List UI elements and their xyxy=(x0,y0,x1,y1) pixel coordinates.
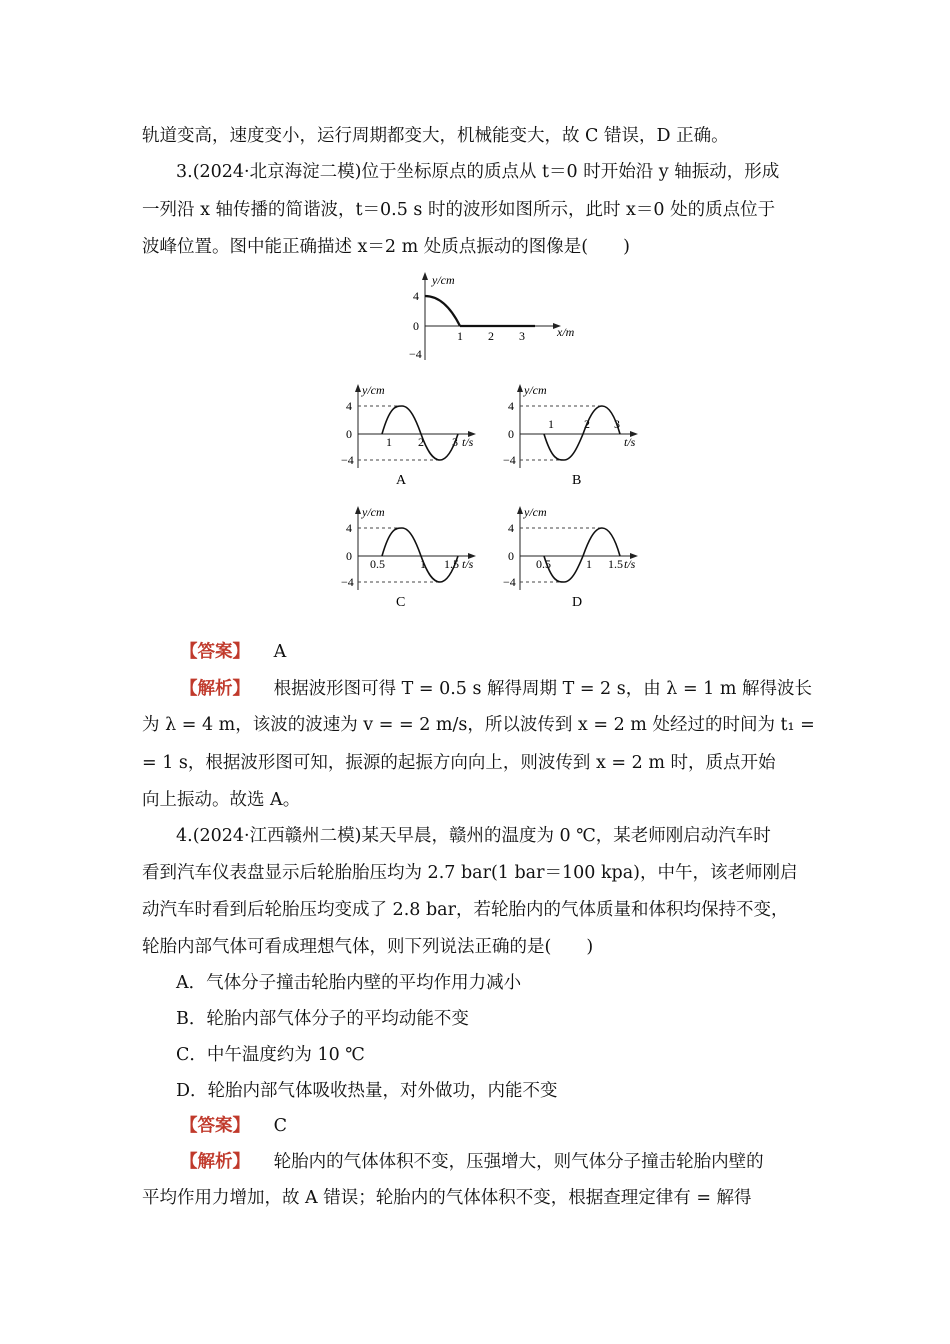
option-graph-d xyxy=(500,502,650,612)
q4-answer: C xyxy=(273,1116,287,1136)
svg-text:4: 4 xyxy=(508,521,514,535)
q3-analysis-line: = 1 s，根据波形图可知，振源的起振方向向上，则波传到 x = 2 m 时，质点开始 xyxy=(142,753,776,773)
answer-tag: 【答案】 xyxy=(180,642,250,662)
svg-text:−4: −4 xyxy=(341,453,354,467)
svg-text:−4: −4 xyxy=(503,453,516,467)
option-b: B．轮胎内部气体分子的平均动能不变 xyxy=(176,1009,469,1029)
svg-text:1.5: 1.5 xyxy=(608,557,623,571)
analysis-tag: 【解析】 xyxy=(180,1152,250,1172)
option-label-a: A xyxy=(396,473,407,488)
wave-xtick: 2 xyxy=(488,329,494,343)
text-line: 轨道变高，速度变小，运行周期都变大，机械能变大，故 C 错误，D 正确。 xyxy=(142,126,729,146)
svg-text:0: 0 xyxy=(346,549,352,563)
option-graph-b xyxy=(500,380,650,490)
svg-text:y/cm: y/cm xyxy=(362,505,385,519)
wave-ytick: −4 xyxy=(409,347,422,361)
svg-text:1: 1 xyxy=(586,557,592,571)
svg-text:1: 1 xyxy=(386,435,392,449)
svg-text:t/s: t/s xyxy=(624,435,636,449)
question-3-stem: 3.(2024·北京海淀二模)位于坐标原点的质点从 t＝0 时开始沿 y 轴振动，形成 xyxy=(176,162,780,182)
svg-text:2: 2 xyxy=(584,417,590,431)
svg-text:0: 0 xyxy=(508,427,514,441)
svg-text:0: 0 xyxy=(346,427,352,441)
svg-text:1.5: 1.5 xyxy=(444,557,459,571)
option-graph-a xyxy=(338,380,488,490)
question-4-stem: 4.(2024·江西赣州二模)某天早晨，赣州的温度为 0 ℃，某老师刚启动汽车时 xyxy=(176,826,771,846)
svg-text:0.5: 0.5 xyxy=(536,557,551,571)
text-line: 一列沿 x 轴传播的简谐波，t＝0.5 s 时的波形如图所示，此时 x＝0 处的质点位于 xyxy=(142,200,776,220)
q3-analysis-row xyxy=(180,677,812,701)
svg-text:3: 3 xyxy=(614,417,620,431)
text-line: 动汽车时看到后轮胎压均变成了 2.8 bar，若轮胎内的气体质量和体积均保持不变， xyxy=(142,900,789,920)
svg-text:2: 2 xyxy=(418,435,424,449)
wave-xtick: 3 xyxy=(519,329,525,343)
option-label-c: C xyxy=(396,595,406,610)
q3-answer-row xyxy=(180,640,286,664)
svg-text:4: 4 xyxy=(508,399,514,413)
wave-ytick: 0 xyxy=(413,319,419,333)
analysis-tag: 【解析】 xyxy=(180,679,250,699)
wave-curve xyxy=(425,296,460,326)
q3-analysis-line: 根据波形图可得 T = 0.5 s 解得周期 T = 2 s，由 λ = 1 m 解得波长 xyxy=(273,679,813,699)
q4-analysis-line: 轮胎内的气体体积不变，压强增大，则气体分子撞击轮胎内壁的 xyxy=(273,1152,764,1172)
text-line: 看到汽车仪表盘显示后轮胎胎压均为 2.7 bar(1 bar＝100 kpa)，中午，该老师刚启 xyxy=(142,863,798,883)
svg-text:t/s: t/s xyxy=(624,557,636,571)
q4-analysis-line: 平均作用力增加，故 A 错误；轮胎内的气体体积不变，根据查理定律有 = 解得 xyxy=(142,1188,752,1208)
svg-text:−4: −4 xyxy=(503,575,516,589)
q4-analysis-row xyxy=(180,1150,764,1174)
svg-text:t/s: t/s xyxy=(462,435,474,449)
svg-text:0: 0 xyxy=(508,549,514,563)
svg-text:y/cm: y/cm xyxy=(524,383,547,397)
wave-figure xyxy=(405,268,595,368)
text-line: 波峰位置。图中能正确描述 x＝2 m 处质点振动的图像是( ) xyxy=(142,237,630,257)
svg-text:y/cm: y/cm xyxy=(362,383,385,397)
svg-text:t/s: t/s xyxy=(462,557,474,571)
svg-text:y/cm: y/cm xyxy=(524,505,547,519)
svg-text:1: 1 xyxy=(420,557,426,571)
wave-xtick: 1 xyxy=(457,329,463,343)
q3-answer: A xyxy=(273,642,287,662)
q3-analysis-line: 向上振动。故选 A。 xyxy=(142,790,301,810)
option-d: D．轮胎内部气体吸收热量，对外做功，内能不变 xyxy=(176,1081,558,1101)
wave-ylabel: y/cm xyxy=(432,273,455,287)
option-label-d: D xyxy=(572,595,583,610)
q3-analysis-line: 为 λ = 4 m，该波的波速为 v = = 2 m/s，所以波传到 x = 2 m 处经过的时间为 t₁ = xyxy=(142,715,815,735)
svg-text:4: 4 xyxy=(346,399,352,413)
svg-text:4: 4 xyxy=(346,521,352,535)
option-c: C．中午温度约为 10 ℃ xyxy=(176,1045,365,1065)
svg-text:3: 3 xyxy=(452,435,458,449)
wave-xlabel: x/m xyxy=(557,325,575,339)
svg-text:1: 1 xyxy=(548,417,554,431)
svg-text:0.5: 0.5 xyxy=(370,557,385,571)
answer-tag: 【答案】 xyxy=(180,1116,250,1136)
q4-answer-row xyxy=(180,1114,287,1138)
wave-ytick: 4 xyxy=(413,289,419,303)
text-line: 轮胎内部气体可看成理想气体，则下列说法正确的是( ) xyxy=(142,937,594,957)
option-label-b: B xyxy=(572,473,582,488)
option-a: A．气体分子撞击轮胎内壁的平均作用力减小 xyxy=(176,973,522,993)
option-graph-c xyxy=(338,502,488,612)
svg-text:−4: −4 xyxy=(341,575,354,589)
